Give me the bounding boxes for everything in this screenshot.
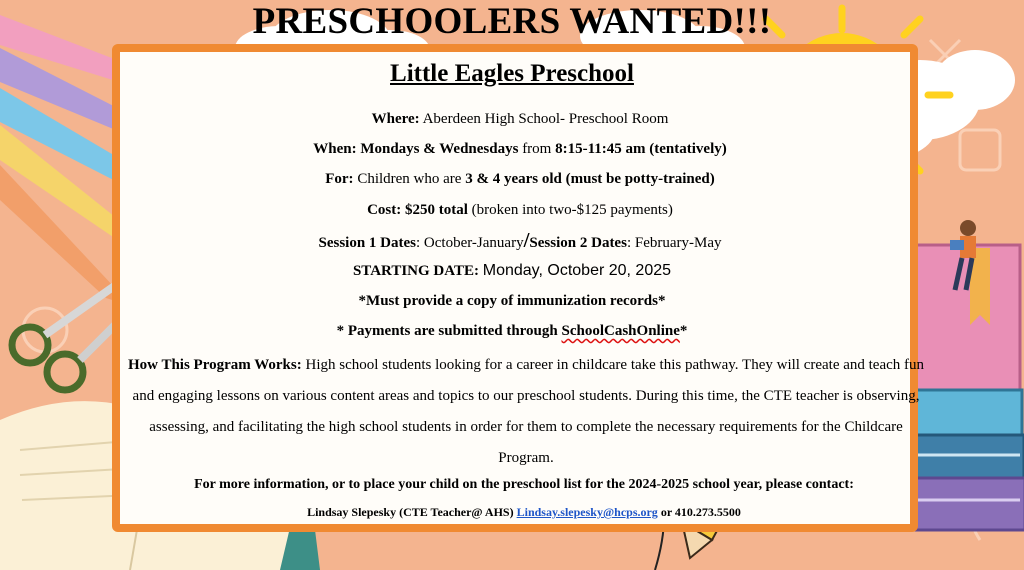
program-label: How This Program Works: bbox=[127, 357, 302, 373]
payment-note bbox=[0, 323, 1024, 340]
payment-site: SchoolCashOnline bbox=[561, 323, 680, 339]
cost-value: (broken into two-$125 payments) bbox=[471, 202, 673, 218]
where-line bbox=[0, 111, 1024, 128]
where-label: Where: bbox=[371, 111, 420, 127]
session2-value: : February-May bbox=[626, 235, 722, 251]
for-ages: 3 & 4 years old (must be potty-trained) bbox=[465, 171, 715, 187]
when-time: 8:15-11:45 am (tentatively) bbox=[555, 141, 727, 157]
immunization-note bbox=[0, 293, 1024, 310]
for-label: For: bbox=[325, 171, 354, 187]
program-description bbox=[126, 350, 926, 474]
when-label: When: Mondays & Wednesdays bbox=[313, 141, 519, 157]
starting-date-value: Monday, October 20, 2025 bbox=[482, 262, 672, 279]
when-middle: from bbox=[522, 141, 552, 157]
session2-label: Session 2 Dates bbox=[529, 235, 627, 251]
payment-note-prefix: * Payments are submitted through bbox=[336, 323, 558, 339]
session-separator: / bbox=[523, 228, 530, 252]
immunization-note-text: *Must provide a copy of immunization records* bbox=[358, 293, 666, 309]
contact-line bbox=[0, 505, 1024, 520]
when-line bbox=[0, 141, 1024, 158]
contact-prompt: For more information, or to place your child on the preschool list for the 2024-2025 school year, please contact: bbox=[194, 477, 854, 492]
program-text: High school students looking for a career in childcare take this pathway. They will create and teach fun and engaging lessons on various content areas and topics to our preschool students. During this time, the CTE teacher is observing, assessing, and facilitating the high school students in order for them to complete the necessary requirements for the Childcare Program. bbox=[132, 357, 925, 466]
contact-email-link[interactable]: Lindsay.slepesky@hcps.org bbox=[516, 505, 658, 519]
for-line bbox=[0, 171, 1024, 188]
payment-note-suffix: * bbox=[679, 323, 688, 339]
cost-line bbox=[0, 202, 1024, 219]
session1-value: : October-January bbox=[416, 235, 524, 251]
contact-phone: 410.273.5500 bbox=[674, 505, 741, 519]
for-value: Children who are bbox=[357, 171, 462, 187]
starting-date-line bbox=[0, 262, 1024, 280]
contact-or: or bbox=[660, 505, 672, 519]
school-name: Little Eagles Preschool bbox=[390, 60, 634, 87]
session-dates-line bbox=[0, 228, 1024, 253]
cost-label: Cost: $250 total bbox=[367, 202, 468, 218]
starting-date-label: STARTING DATE: bbox=[352, 263, 479, 279]
page-title: PRESCHOOLERS WANTED!!! bbox=[252, 1, 772, 42]
contact-name: Lindsay Slepesky (CTE Teacher@ AHS) bbox=[307, 505, 514, 519]
where-value: Aberdeen High School- Preschool Room bbox=[422, 111, 669, 127]
session1-label: Session 1 Dates bbox=[318, 235, 416, 251]
